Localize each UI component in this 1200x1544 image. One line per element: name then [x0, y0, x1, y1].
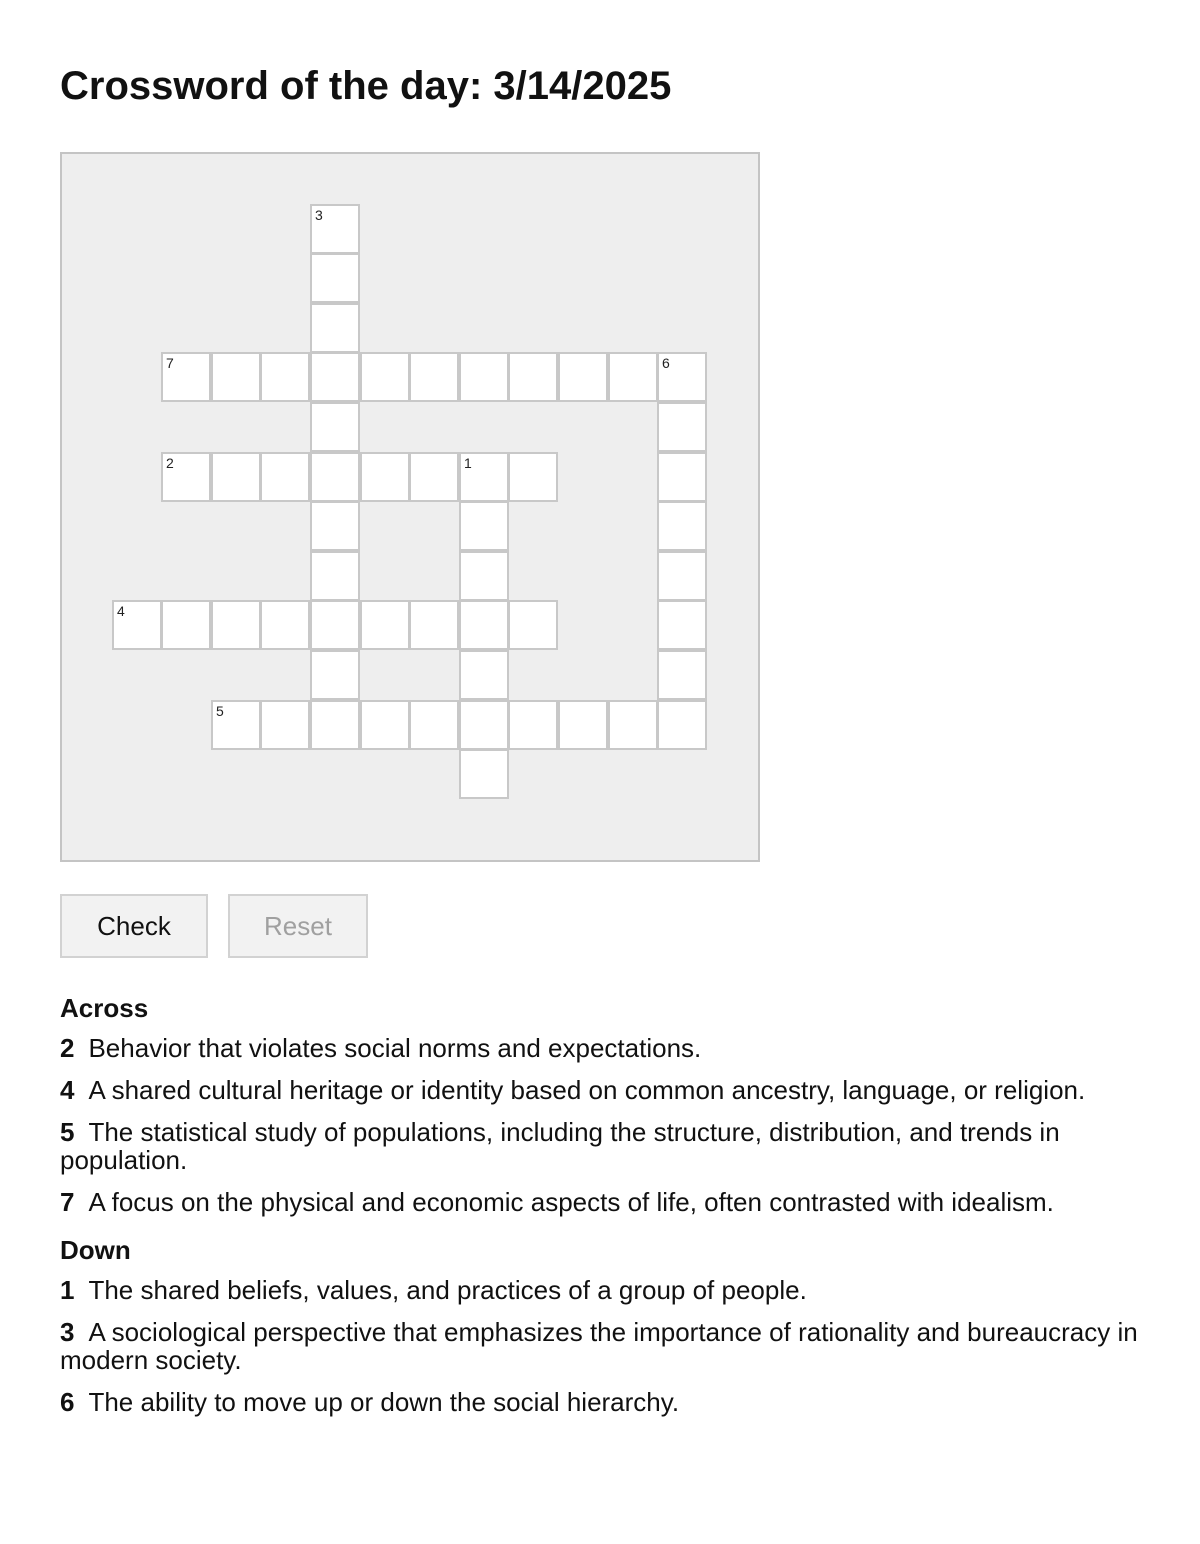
grid-cell[interactable] [310, 600, 360, 650]
clue-number-label: 4 [117, 603, 125, 619]
grid-cell[interactable] [409, 600, 459, 650]
grid-cell[interactable] [409, 700, 459, 750]
grid-cell[interactable] [459, 352, 509, 402]
grid-cell[interactable] [459, 600, 509, 650]
reset-button[interactable]: Reset [228, 894, 368, 958]
grid-cell[interactable] [260, 352, 310, 402]
down-clue-list [60, 1276, 1160, 1416]
grid-cell[interactable] [211, 600, 261, 650]
grid-cell[interactable] [310, 650, 360, 700]
clue-number: 2 [60, 1033, 75, 1063]
page-title: Crossword of the day: 3/14/2025 [60, 64, 672, 108]
grid-cell[interactable] [508, 700, 558, 750]
grid-cell[interactable] [657, 452, 707, 502]
grid-cell[interactable] [310, 700, 360, 750]
grid-cell[interactable] [459, 551, 509, 601]
grid-cell[interactable] [459, 650, 509, 700]
grid-cell[interactable] [310, 352, 360, 402]
clue-number-label: 3 [315, 207, 323, 223]
clue-text: The shared beliefs, values, and practices of a group of people. [88, 1275, 807, 1305]
clue-number: 6 [60, 1387, 75, 1417]
grid-cell[interactable] [310, 501, 360, 551]
grid-cell[interactable] [558, 352, 608, 402]
grid-cell[interactable] [310, 452, 360, 502]
clue-number: 7 [60, 1187, 75, 1217]
grid-cell[interactable] [459, 501, 509, 551]
grid-cell[interactable] [112, 600, 162, 650]
clue-across-5 [60, 1118, 1160, 1174]
grid-cell[interactable] [459, 749, 509, 799]
across-heading: Across [60, 993, 149, 1023]
clue-number: 5 [60, 1117, 75, 1147]
grid-cell[interactable] [657, 700, 707, 750]
grid-cell[interactable] [409, 452, 459, 502]
clue-down-6 [60, 1388, 1160, 1416]
grid-cell[interactable] [657, 600, 707, 650]
grid-cell[interactable] [657, 650, 707, 700]
grid-cell[interactable] [508, 352, 558, 402]
grid-cell[interactable] [260, 600, 310, 650]
clue-across-4 [60, 1076, 1160, 1104]
clue-number: 3 [60, 1317, 75, 1347]
grid-cell[interactable] [459, 452, 509, 502]
check-button[interactable]: Check [60, 894, 208, 958]
grid-cell[interactable] [310, 551, 360, 601]
clue-number-label: 5 [216, 703, 224, 719]
clue-number: 1 [60, 1275, 75, 1305]
grid-cell[interactable] [360, 352, 410, 402]
grid-cell[interactable] [211, 700, 261, 750]
grid-cell[interactable] [310, 303, 360, 353]
grid-cell[interactable] [310, 253, 360, 303]
grid-cell[interactable] [360, 600, 410, 650]
grid-cell[interactable] [310, 402, 360, 452]
grid-cell[interactable] [608, 352, 658, 402]
grid-cell[interactable] [161, 352, 211, 402]
clue-text: Behavior that violates social norms and expectations. [88, 1033, 702, 1063]
grid-cell[interactable] [260, 700, 310, 750]
clue-across-2 [60, 1034, 1160, 1062]
grid-cell[interactable] [459, 700, 509, 750]
grid-cell[interactable] [260, 452, 310, 502]
grid-cell[interactable] [360, 452, 410, 502]
clue-text: A shared cultural heritage or identity based on common ancestry, language, or religion. [88, 1075, 1086, 1105]
across-clue-list [60, 1034, 1160, 1216]
grid-cell[interactable] [211, 452, 261, 502]
clues-panel [60, 988, 1160, 1430]
grid-cell[interactable] [657, 402, 707, 452]
clue-down-3 [60, 1318, 1160, 1374]
grid-cell[interactable] [558, 700, 608, 750]
clue-across-7 [60, 1188, 1160, 1216]
grid-cell[interactable] [360, 700, 410, 750]
grid-cell[interactable] [508, 600, 558, 650]
grid-cell[interactable] [657, 501, 707, 551]
clue-number-label: 2 [166, 455, 174, 471]
grid-cell[interactable] [608, 700, 658, 750]
clue-text: The ability to move up or down the social hierarchy. [88, 1387, 680, 1417]
grid-cell[interactable] [161, 452, 211, 502]
clue-text: The statistical study of populations, including the structure, distribution, and trends in population. [60, 1117, 1060, 1175]
clue-text: A focus on the physical and economic aspects of life, often contrasted with idealism. [88, 1187, 1054, 1217]
grid-cell[interactable] [657, 551, 707, 601]
grid-cell[interactable] [508, 452, 558, 502]
clue-number-label: 6 [662, 355, 670, 371]
clue-number-label: 1 [464, 455, 472, 471]
clue-text: A sociological perspective that emphasizes the importance of rationality and bureaucracy in modern society. [60, 1317, 1138, 1375]
clue-number-label: 7 [166, 355, 174, 371]
clue-number: 4 [60, 1075, 75, 1105]
crossword-grid [60, 152, 760, 862]
clue-down-1 [60, 1276, 1160, 1304]
grid-cell[interactable] [310, 204, 360, 254]
grid-cell[interactable] [657, 352, 707, 402]
down-heading: Down [60, 1235, 131, 1265]
grid-cell[interactable] [409, 352, 459, 402]
grid-cell[interactable] [161, 600, 211, 650]
grid-cell[interactable] [211, 352, 261, 402]
